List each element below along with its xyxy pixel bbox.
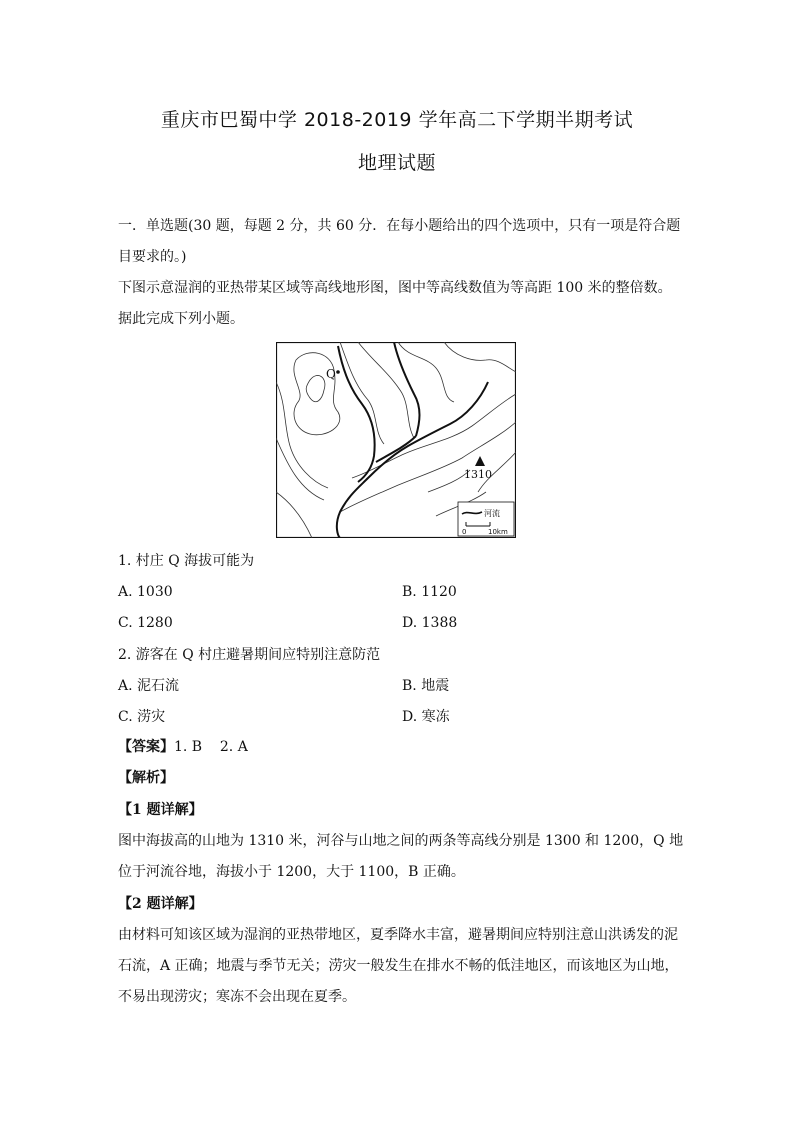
document-title: 重庆市巴蜀中学 2018-2019 学年高二下学期半期考试 bbox=[160, 109, 634, 131]
q2-option-b: B. 地震 bbox=[402, 678, 450, 694]
section-heading: 一．单选题(30 题，每题 2 分，共 60 分．在每小题给出的四个选项中，只有一项是符合题目要求的。) bbox=[118, 218, 681, 265]
q1-option-a: A. 1030 bbox=[118, 584, 173, 600]
answer-text: 1. B 2. A bbox=[174, 739, 248, 755]
q1-option-d: D. 1388 bbox=[402, 615, 458, 631]
village-q-label: Q bbox=[326, 367, 336, 381]
question-1-stem: 1. 村庄 Q 海拔可能为 bbox=[118, 553, 255, 569]
question-intro: 下图示意湿润的亚热带某区域等高线地形图，图中等高线数值为等高距 100 米的整倍数。据此完成下列小题。 bbox=[118, 280, 672, 327]
contour-map bbox=[276, 342, 516, 538]
question-2-stem: 2. 游客在 Q 村庄避暑期间应特别注意防范 bbox=[118, 647, 381, 663]
analysis-label: 【解析】 bbox=[118, 770, 174, 786]
scale-zero-label: 0 bbox=[462, 528, 467, 536]
q1-option-b: B. 1120 bbox=[402, 584, 457, 600]
q2-option-d: D. 寒冻 bbox=[402, 709, 450, 725]
analysis-1-text: 图中海拔高的山地为 1310 米，河谷与山地之间的两条等高线分别是 1300 和 1200，Q 地位于河流谷地，海拔小于 1200，大于 1100，B 正确。 bbox=[118, 833, 684, 880]
answer-line bbox=[118, 737, 248, 757]
q2-option-c: C. 涝灾 bbox=[118, 709, 166, 725]
peak-elevation-label: 1310 bbox=[464, 468, 492, 481]
analysis-2-heading: 【2 题详解】 bbox=[118, 896, 203, 912]
q2-option-a: A. 泥石流 bbox=[118, 678, 180, 694]
legend-river-label: 河流 bbox=[484, 509, 500, 518]
q1-option-c: C. 1280 bbox=[118, 615, 173, 631]
answer-label: 【答案】 bbox=[118, 739, 174, 755]
map-legend bbox=[458, 502, 514, 536]
analysis-2-text: 由材料可知该区域为湿润的亚热带地区，夏季降水丰富，避暑期间应特别注意山洪诱发的泥石流，A 正确；地震与季节无关；涝灾一般发生在排水不畅的低洼地区，而该地区为山地，不易出现涝灾；寒冻不会出现在夏季。 bbox=[118, 927, 679, 1005]
analysis-1-heading: 【1 题详解】 bbox=[118, 802, 203, 818]
scale-distance-label: 10km bbox=[488, 528, 508, 536]
document-subtitle: 地理试题 bbox=[357, 152, 436, 174]
